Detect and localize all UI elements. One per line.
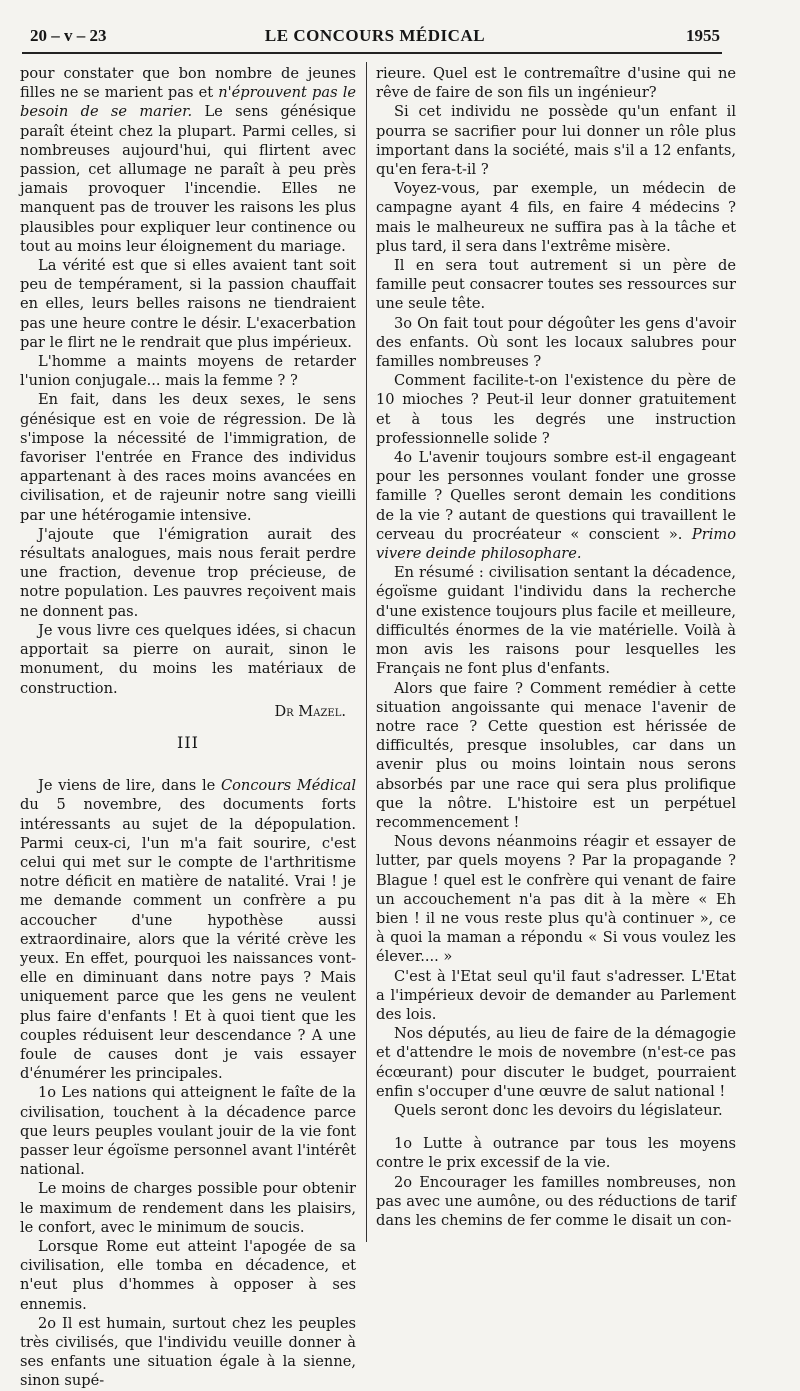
issue-date: 20 – v – 23 (30, 26, 107, 45)
paragraph: Voyez-vous, par exemple, un médecin de campagne ayant 4 fils, en faire 4 médecins ? mais le malheureux ne suffira pas à la tâche et plus tard, il sera dans l'extrême misère. (376, 180, 736, 255)
section-heading: III (177, 732, 199, 752)
signature: Dr Mazel. (274, 702, 346, 720)
paragraph: Le moins de charges possible pour obtenir le maximum de rendement dans les plaisirs, le confort, avec le minimum de soucis. (20, 1180, 356, 1236)
journal-title: LE CONCOURS MÉDICAL (264, 26, 486, 45)
paragraph: Je vous livre ces quelques idées, si chacun apportait sa pierre on aurait, sinon le monument, du moins les matériaux de construction. (20, 621, 356, 697)
paragraph: L'homme a maints moyens de retarder l'union conjugale... mais la femme ? ? (20, 353, 356, 390)
paragraph: 4o L'avenir toujours sombre est-il engageant pour les personnes voulant fonder une grosse famille ? Quelles seront demain les conditions de la vie ? autant de questions qui travaillent le cerveau du procréateur « conscient ». Primo vivere deinde philosophare. (376, 449, 736, 563)
right-column (376, 64, 736, 1230)
page-number: 1955 (686, 26, 720, 45)
spacer (376, 1120, 736, 1134)
paragraph: Si cet individu ne possède qu'un enfant il pourra se sacrifier pour lui donner un rôle plus important dans la société, mais s'il a 12 enfants, qu'en fera-t-il ? (376, 103, 736, 179)
column-divider (366, 62, 367, 1242)
paragraph: 2o Il est humain, surtout chez les peuples très civilisés, que l'individu veuille donner à ses enfants une situation égale à la sienne, sinon supé- (20, 1314, 356, 1390)
paragraph: Nous devons néanmoins réagir et essayer de lutter, par quels moyens ? Par la propagande ? Blague ! quel est le confrère qui venant de faire un accouchement n'a pas dit à la mère « Eh bien ! il ne vous reste plus qu'à continuer », ce à quoi la maman a répondu « Si vous voulez les élever.... » (376, 833, 736, 966)
paragraph: Comment facilite-t-on l'existence du père de 10 mioches ? Peut-il leur donner gratuitement et à tous les degrés une instruction professionnelle solide ? (376, 372, 736, 447)
paragraph: Je viens de lire, dans le Concours Médical du 5 novembre, des documents forts intéressants au sujet de la dépopulation. Parmi ceux-ci, l'un m'a fait sourire, c'est celui qui met sur le compte de l'arthritisme notre déficit en matière de natalité. Vrai ! je me demande comment un confrère a pu accoucher d'une hypothèse aussi extraordinaire, alors que la vérité crève les yeux. En effet, pourquoi les naissances vont-elle en diminuant dans notre pays ? Mais uniquement parce que les gens ne veulent plus faire d'enfants ! Et à quoi tient que les couples réduisent leur descendance ? A une foule de causes dont je vais essayer d'énumérer les principales. (20, 777, 356, 1083)
paragraph: 1o Lutte à outrance par tous les moyens contre le prix excessif de la vie. (376, 1135, 736, 1172)
paragraph: Nos députés, au lieu de faire de la démagogie et d'attendre le mois de novembre (n'est-ce pas écœurant) pour discuter le budget, pourraient enfin s'occuper d'une œuvre de salut national ! (376, 1025, 736, 1100)
paragraph: 3o On fait tout pour dégoûter les gens d'avoir des enfants. Où sont les locaux salubres pour familles nombreuses ? (376, 314, 736, 371)
paragraph: rieure. Quel est le contremaître d'usine qui ne rêve de faire de son fils un ingénieur? (376, 65, 736, 102)
paragraph: En fait, dans les deux sexes, le sens génésique est en voie de régression. De là s'impose la nécessité de l'immigration, de favoriser l'entrée en France des individus appartenant à des races moins avancées en civilisation, et de rajeunir notre sang vieilli par une hétérogamie intensive. (20, 391, 356, 524)
paragraph: pour constater que bon nombre de jeunes filles ne se marient pas et n'éprouvent pas le besoin de se marier. Le sens génésique paraît éteint chez la plupart. Parmi celles, si nombreuses aujourd'hui, qui flirtent avec passion, cet allumage ne paraît à peu près jamais provoquer l'incendie. Elles ne manquent pas de trouver les raisons les plus plausibles pour expliquer leur continence ou tout au moins leur éloignement du mariage. (20, 65, 356, 255)
paragraph: En résumé : civilisation sentant la décadence, égoïsme guidant l'individu dans la recherche d'une existence toujours plus facile et meilleure, difficultés énormes de la vie matérielle. Voilà à mon avis les raisons pour lesquelles les Français ne font plus d'enfants. (376, 564, 736, 678)
paragraph: Lorsque Rome eut atteint l'apogée de sa civilisation, elle tomba en décadence, et n'eut plus d'hommes à opposer à ses ennemis. (20, 1237, 356, 1313)
paragraph: 2o Encourager les familles nombreuses, non pas avec une aumône, ou des réductions de tarif dans les chemins de fer comme le disait un con- (376, 1173, 736, 1229)
paragraph: La vérité est que si elles avaient tant soit peu de tempérament, si la passion chauffait en elles, leurs belles raisons ne tiendraient pas une heure contre le désir. L'exacerbation par le flirt ne le rendrait que plus impérieux. (20, 257, 356, 351)
page-header (30, 22, 720, 50)
left-column (20, 64, 356, 1391)
paragraph: C'est à l'Etat seul qu'il faut s'adresser. L'Etat a l'impérieux devoir de demander au Parlement des lois. (376, 967, 736, 1023)
paragraph: Il en sera tout autrement si un père de famille peut consacrer toutes ses ressources sur une seule tête. (376, 257, 736, 313)
paragraph: Alors que faire ? Comment remédier à cette situation angoissante qui menace l'avenir de notre race ? Cette question est hérissée de difficultés, presque insolubles, car dans un avenir plus ou moins lointain nous serons absorbés par une race qui sera plus prolifique que la nôtre. L'histoire est un perpétuel recommencement ! (376, 679, 736, 831)
paragraph: J'ajoute que l'émigration aurait des résultats analogues, mais nous ferait perdre une fraction, devenue trop précieuse, de notre population. Les pauvres reçoivent mais ne donnent pas. (20, 525, 356, 620)
paragraph: Quels seront donc les devoirs du législateur. (394, 1101, 723, 1119)
paragraph: 1o Les nations qui atteignent le faîte de la civilisation, touchent à la décadence parce que leurs peuples voulant jouir de la vie font passer leur égoïsme personnel avant l'intérêt national. (20, 1084, 356, 1179)
header-rule (22, 52, 722, 54)
